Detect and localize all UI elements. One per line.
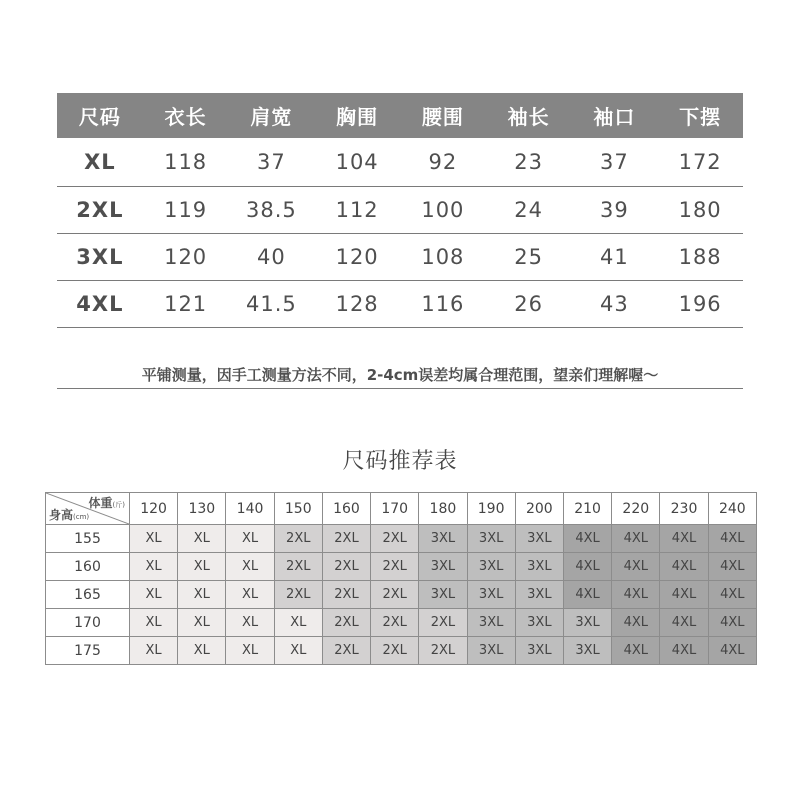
- height-cell: 160: [46, 553, 130, 581]
- size-cell: 3XL: [57, 234, 143, 281]
- recommended-size-cell: 4XL: [612, 553, 660, 581]
- height-cell: 155: [46, 525, 130, 553]
- measurement-cell: 112: [314, 187, 400, 234]
- measurement-cell: 92: [400, 138, 486, 187]
- height-label: 身高: [49, 508, 74, 522]
- measurement-cell: 39: [572, 187, 658, 234]
- recommended-size-cell: 2XL: [322, 581, 370, 609]
- header-length: 衣长: [143, 93, 229, 138]
- weight-header-cell: 150: [274, 493, 322, 525]
- measurement-cell: 26: [486, 281, 572, 328]
- recommended-size-cell: XL: [178, 581, 226, 609]
- recommended-size-cell: 4XL: [660, 609, 708, 637]
- header-chest: 胸围: [314, 93, 400, 138]
- measurement-cell: 104: [314, 138, 400, 187]
- measurement-row: [57, 138, 743, 187]
- recommended-size-cell: 2XL: [371, 609, 419, 637]
- measurement-cell: 100: [400, 187, 486, 234]
- measurement-table: [57, 93, 743, 328]
- recommended-size-cell: 3XL: [419, 581, 467, 609]
- measurement-cell: 119: [143, 187, 229, 234]
- recommended-size-cell: 4XL: [660, 553, 708, 581]
- weight-axis-label: [89, 494, 125, 511]
- recommended-size-cell: 4XL: [612, 609, 660, 637]
- recommended-size-cell: 2XL: [371, 581, 419, 609]
- recommended-size-cell: 4XL: [612, 637, 660, 665]
- recommended-size-cell: XL: [226, 609, 274, 637]
- recommended-size-cell: 4XL: [708, 525, 756, 553]
- recommend-title: 尺码推荐表: [342, 449, 458, 474]
- measurement-cell: 128: [314, 281, 400, 328]
- recommended-size-cell: 4XL: [708, 609, 756, 637]
- weight-header-cell: 130: [178, 493, 226, 525]
- measurement-cell: 188: [657, 234, 743, 281]
- measurement-cell: 121: [143, 281, 229, 328]
- header-waist: 腰围: [400, 93, 486, 138]
- measurement-cell: 37: [572, 138, 658, 187]
- measurement-cell: 172: [657, 138, 743, 187]
- weight-unit: (斤): [112, 501, 125, 509]
- recommended-size-cell: XL: [226, 525, 274, 553]
- recommended-size-cell: 2XL: [322, 525, 370, 553]
- measurement-cell: 37: [229, 138, 315, 187]
- recommended-size-cell: 3XL: [419, 553, 467, 581]
- weight-header-cell: 180: [419, 493, 467, 525]
- recommended-size-cell: XL: [274, 637, 322, 665]
- size-recommendation-table: [45, 492, 757, 665]
- measurement-header-row: [57, 93, 743, 138]
- recommended-size-cell: 2XL: [419, 609, 467, 637]
- measurement-cell: 116: [400, 281, 486, 328]
- header-shoulder: 肩宽: [229, 93, 315, 138]
- recommended-size-cell: XL: [178, 609, 226, 637]
- recommended-size-cell: 4XL: [563, 553, 611, 581]
- height-axis-label: [49, 506, 89, 523]
- recommended-size-cell: 3XL: [515, 525, 563, 553]
- size-cell: 4XL: [57, 281, 143, 328]
- recommended-size-cell: 2XL: [274, 553, 322, 581]
- header-hem: 下摆: [657, 93, 743, 138]
- recommended-size-cell: 2XL: [322, 609, 370, 637]
- measurement-cell: 38.5: [229, 187, 315, 234]
- measurement-cell: 120: [143, 234, 229, 281]
- recommend-row: [46, 581, 757, 609]
- recommended-size-cell: 3XL: [563, 637, 611, 665]
- recommended-size-cell: 3XL: [419, 525, 467, 553]
- recommend-row: [46, 525, 757, 553]
- weight-header-cell: 220: [612, 493, 660, 525]
- recommended-size-cell: 2XL: [371, 525, 419, 553]
- recommend-row: [46, 609, 757, 637]
- recommended-size-cell: 2XL: [274, 581, 322, 609]
- height-cell: 170: [46, 609, 130, 637]
- height-unit: (cm): [73, 513, 90, 521]
- recommended-size-cell: 4XL: [708, 553, 756, 581]
- header-cuff: 袖口: [572, 93, 658, 138]
- measurement-cell: 120: [314, 234, 400, 281]
- weight-header-cell: 190: [467, 493, 515, 525]
- weight-header-cell: 240: [708, 493, 756, 525]
- measurement-row: [57, 234, 743, 281]
- recommended-size-cell: 4XL: [660, 637, 708, 665]
- recommended-size-cell: 2XL: [419, 637, 467, 665]
- measurement-cell: 24: [486, 187, 572, 234]
- measurement-cell: 41.5: [229, 281, 315, 328]
- header-size: 尺码: [57, 93, 143, 138]
- height-cell: 165: [46, 581, 130, 609]
- recommended-size-cell: 3XL: [467, 525, 515, 553]
- weight-header-cell: 170: [371, 493, 419, 525]
- weight-header-cell: 200: [515, 493, 563, 525]
- recommended-size-cell: 4XL: [660, 581, 708, 609]
- measurement-cell: 25: [486, 234, 572, 281]
- header-sleeve-length: 袖长: [486, 93, 572, 138]
- recommended-size-cell: 4XL: [708, 637, 756, 665]
- recommended-size-cell: 4XL: [660, 525, 708, 553]
- weight-header-cell: 140: [226, 493, 274, 525]
- recommend-header-row: [46, 493, 757, 525]
- recommend-row: [46, 637, 757, 665]
- recommended-size-cell: XL: [178, 553, 226, 581]
- recommended-size-cell: 3XL: [467, 553, 515, 581]
- measurement-cell: 40: [229, 234, 315, 281]
- recommended-size-cell: 2XL: [322, 553, 370, 581]
- recommended-size-cell: 4XL: [563, 581, 611, 609]
- weight-label: 体重: [88, 496, 113, 510]
- measurement-cell: 108: [400, 234, 486, 281]
- recommended-size-cell: 2XL: [371, 553, 419, 581]
- recommended-size-cell: 3XL: [515, 553, 563, 581]
- measurement-note: 平铺测量，因手工测量方法不同，2-4cm误差均属合理范围，望亲们理解喔～: [57, 362, 743, 389]
- measurement-cell: 23: [486, 138, 572, 187]
- recommended-size-cell: 3XL: [467, 581, 515, 609]
- recommended-size-cell: XL: [130, 581, 178, 609]
- recommended-size-cell: 2XL: [274, 525, 322, 553]
- recommended-size-cell: 2XL: [322, 637, 370, 665]
- weight-header-cell: 230: [660, 493, 708, 525]
- recommended-size-cell: 3XL: [467, 609, 515, 637]
- recommended-size-cell: XL: [130, 553, 178, 581]
- recommended-size-cell: 3XL: [515, 609, 563, 637]
- size-cell: 2XL: [57, 187, 143, 234]
- recommended-size-cell: 4XL: [708, 581, 756, 609]
- recommended-size-cell: XL: [130, 637, 178, 665]
- recommended-size-cell: XL: [178, 637, 226, 665]
- measurement-cell: 180: [657, 187, 743, 234]
- recommended-size-cell: XL: [178, 525, 226, 553]
- recommended-size-cell: 4XL: [612, 581, 660, 609]
- recommended-size-cell: 2XL: [371, 637, 419, 665]
- size-cell: XL: [57, 138, 143, 187]
- recommended-size-cell: XL: [226, 637, 274, 665]
- measurement-cell: 41: [572, 234, 658, 281]
- recommended-size-cell: XL: [130, 609, 178, 637]
- weight-header-cell: 120: [130, 493, 178, 525]
- recommended-size-cell: 4XL: [612, 525, 660, 553]
- weight-header-cell: 160: [322, 493, 370, 525]
- recommended-size-cell: XL: [226, 553, 274, 581]
- recommended-size-cell: XL: [226, 581, 274, 609]
- measurement-cell: 43: [572, 281, 658, 328]
- measurement-row: [57, 281, 743, 328]
- recommended-size-cell: XL: [130, 525, 178, 553]
- recommend-row: [46, 553, 757, 581]
- weight-header-cell: 210: [563, 493, 611, 525]
- measurement-cell: 196: [657, 281, 743, 328]
- measurement-row: [57, 187, 743, 234]
- recommended-size-cell: 3XL: [515, 637, 563, 665]
- recommended-size-cell: 3XL: [467, 637, 515, 665]
- corner-header-cell: [46, 493, 130, 525]
- recommended-size-cell: 3XL: [515, 581, 563, 609]
- recommended-size-cell: 4XL: [563, 525, 611, 553]
- recommended-size-cell: XL: [274, 609, 322, 637]
- recommended-size-cell: 3XL: [563, 609, 611, 637]
- height-cell: 175: [46, 637, 130, 665]
- measurement-cell: 118: [143, 138, 229, 187]
